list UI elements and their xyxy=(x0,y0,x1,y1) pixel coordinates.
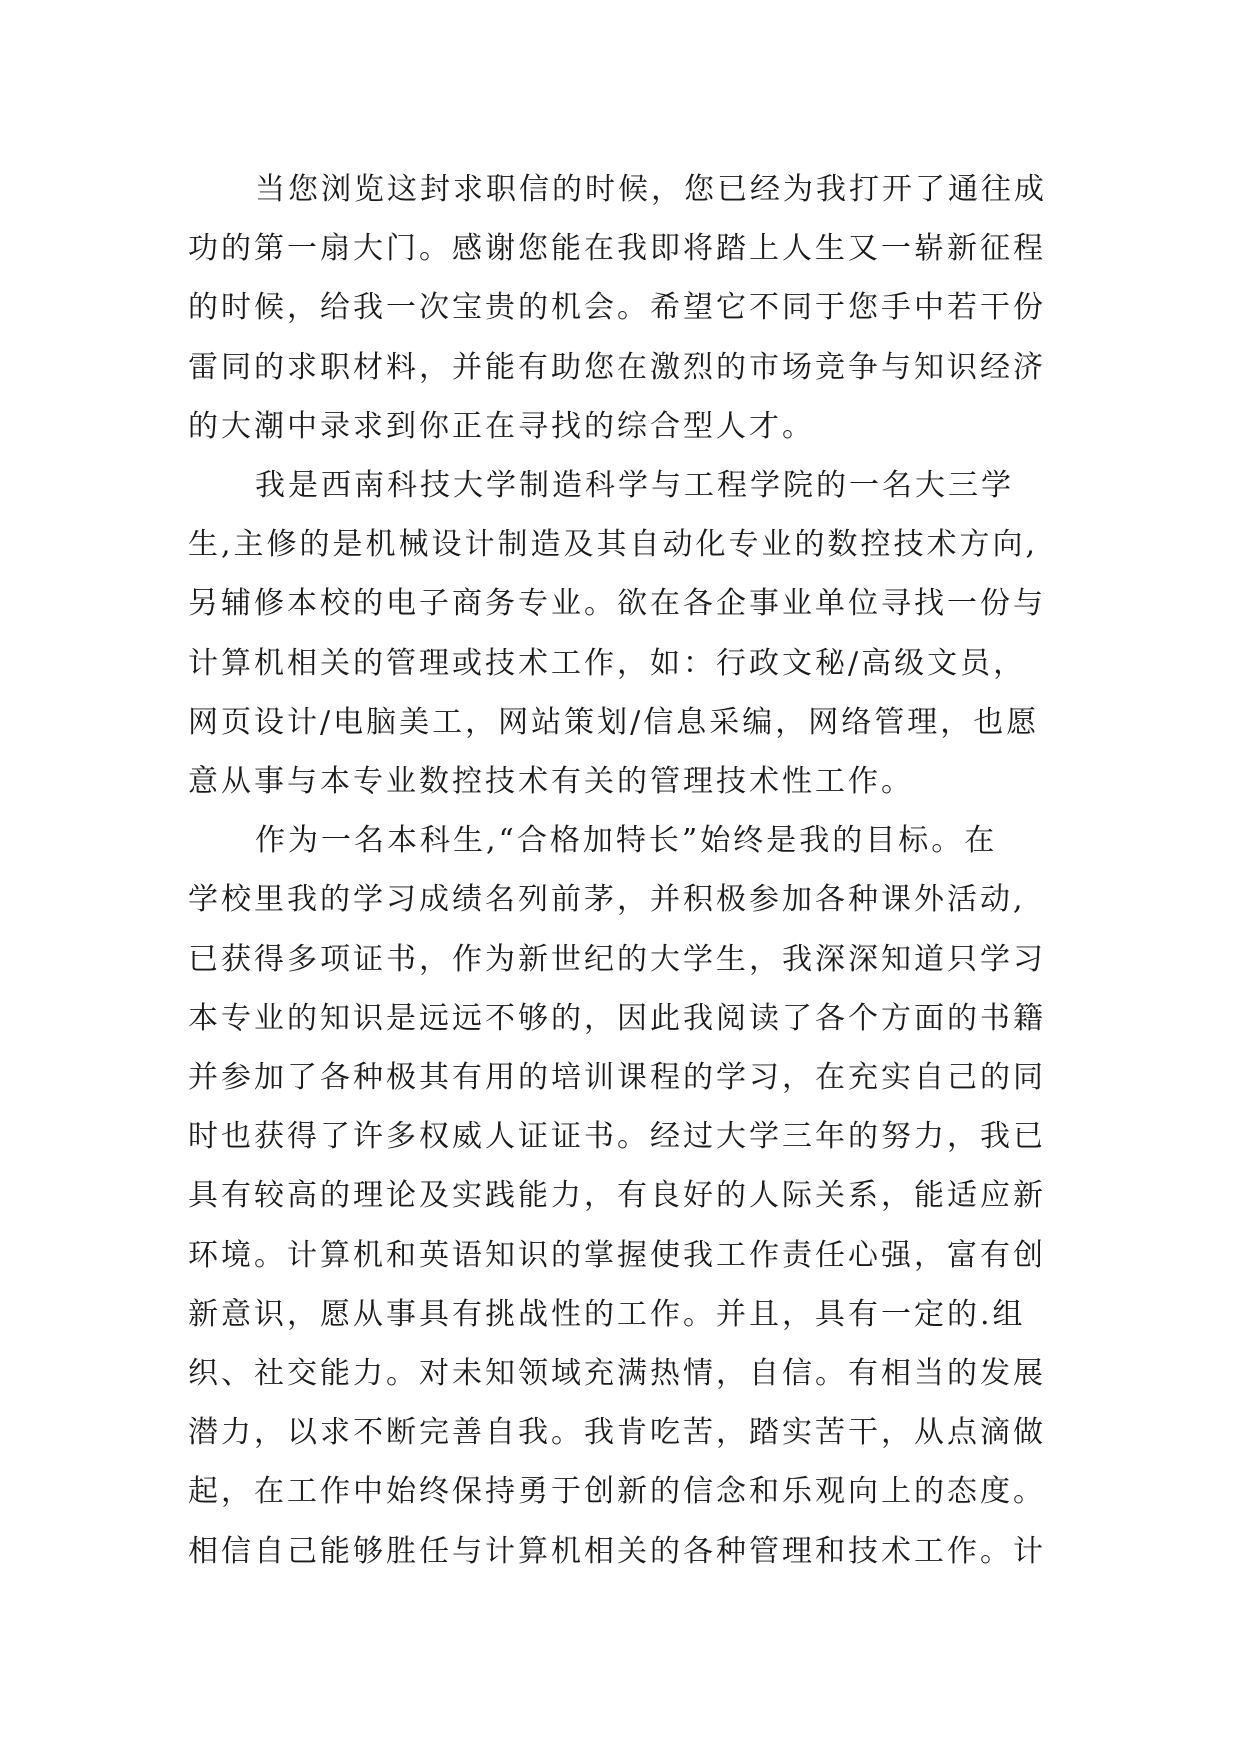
text-line: 网页设计/电脑美工，网站策划/信息采编，网络管理，也愿 xyxy=(188,704,1040,740)
text-line: 计算机相关的管理或技术工作，如：行政文秘/高级文员， xyxy=(188,645,1027,681)
text-line: 并参加了各种极其有用的培训课程的学习，在充实自己的同 xyxy=(188,1060,1046,1096)
text-line: 的时候，给我一次宝贵的机会。希望它不同于您手中若干份 xyxy=(188,290,1046,326)
text-line: 具有较高的理论及实践能力，有良好的人际关系，能适应新 xyxy=(188,1178,1046,1214)
text-line: 学校里我的学习成绩名列前茅，并积极参加各种课外活动, xyxy=(188,882,1026,918)
text-line: 作为一名本科生,“合格加特长”始终是我的目标。在 xyxy=(255,823,998,859)
text-line: 新意识，愿从事具有挑战性的工作。并且，具有一定的.组 xyxy=(188,1296,1026,1332)
text-line: 时也获得了许多权威人证证书。经过大学三年的努力，我已 xyxy=(188,1119,1046,1155)
text-line: 意从事与本专业数控技术有关的管理技术性工作。 xyxy=(188,764,914,800)
text-line: 我是西南科技大学制造科学与工程学院的一名大三学 xyxy=(255,468,1014,504)
paragraph-opening xyxy=(188,160,1058,456)
text-line: 生,主修的是机械设计制造及其自动化专业的数控技术方向, xyxy=(188,527,1039,563)
paragraph-qualifications xyxy=(188,811,1058,1581)
text-line: 本专业的知识是远远不够的，因此我阅读了各个方面的书籍 xyxy=(188,1000,1046,1036)
text-line: 潜力，以求不断完善自我。我肯吃苦，踏实苦干，从点滴做 xyxy=(188,1415,1046,1451)
text-line: 织、社交能力。对未知领域充满热情，自信。有相当的发展 xyxy=(188,1356,1046,1392)
text-line: 功的第一扇大门。感谢您能在我即将踏上人生又一崭新征程 xyxy=(188,231,1046,267)
text-line: 雷同的求职材料，并能有助您在激烈的市场竞争与知识经济 xyxy=(188,349,1046,385)
text-line: 起，在工作中始终保持勇于创新的信念和乐观向上的态度。 xyxy=(188,1474,1046,1510)
paragraph-introduction xyxy=(188,456,1058,811)
letter-body xyxy=(188,160,1058,1581)
text-line: 环境。计算机和英语知识的掌握使我工作责任心强，富有创 xyxy=(188,1237,1046,1273)
text-line: 另辅修本校的电子商务专业。欲在各企事业单位寻找一份与 xyxy=(188,586,1046,622)
text-line: 相信自己能够胜任与计算机相关的各种管理和技术工作。计 xyxy=(188,1533,1046,1569)
text-line: 已获得多项证书，作为新世纪的大学生，我深深知道只学习 xyxy=(188,941,1046,977)
text-line: 当您浏览这封求职信的时候，您已经为我打开了通往成 xyxy=(255,172,1047,207)
text-line: 的大潮中录求到你正在寻找的综合型人才。 xyxy=(188,408,815,444)
